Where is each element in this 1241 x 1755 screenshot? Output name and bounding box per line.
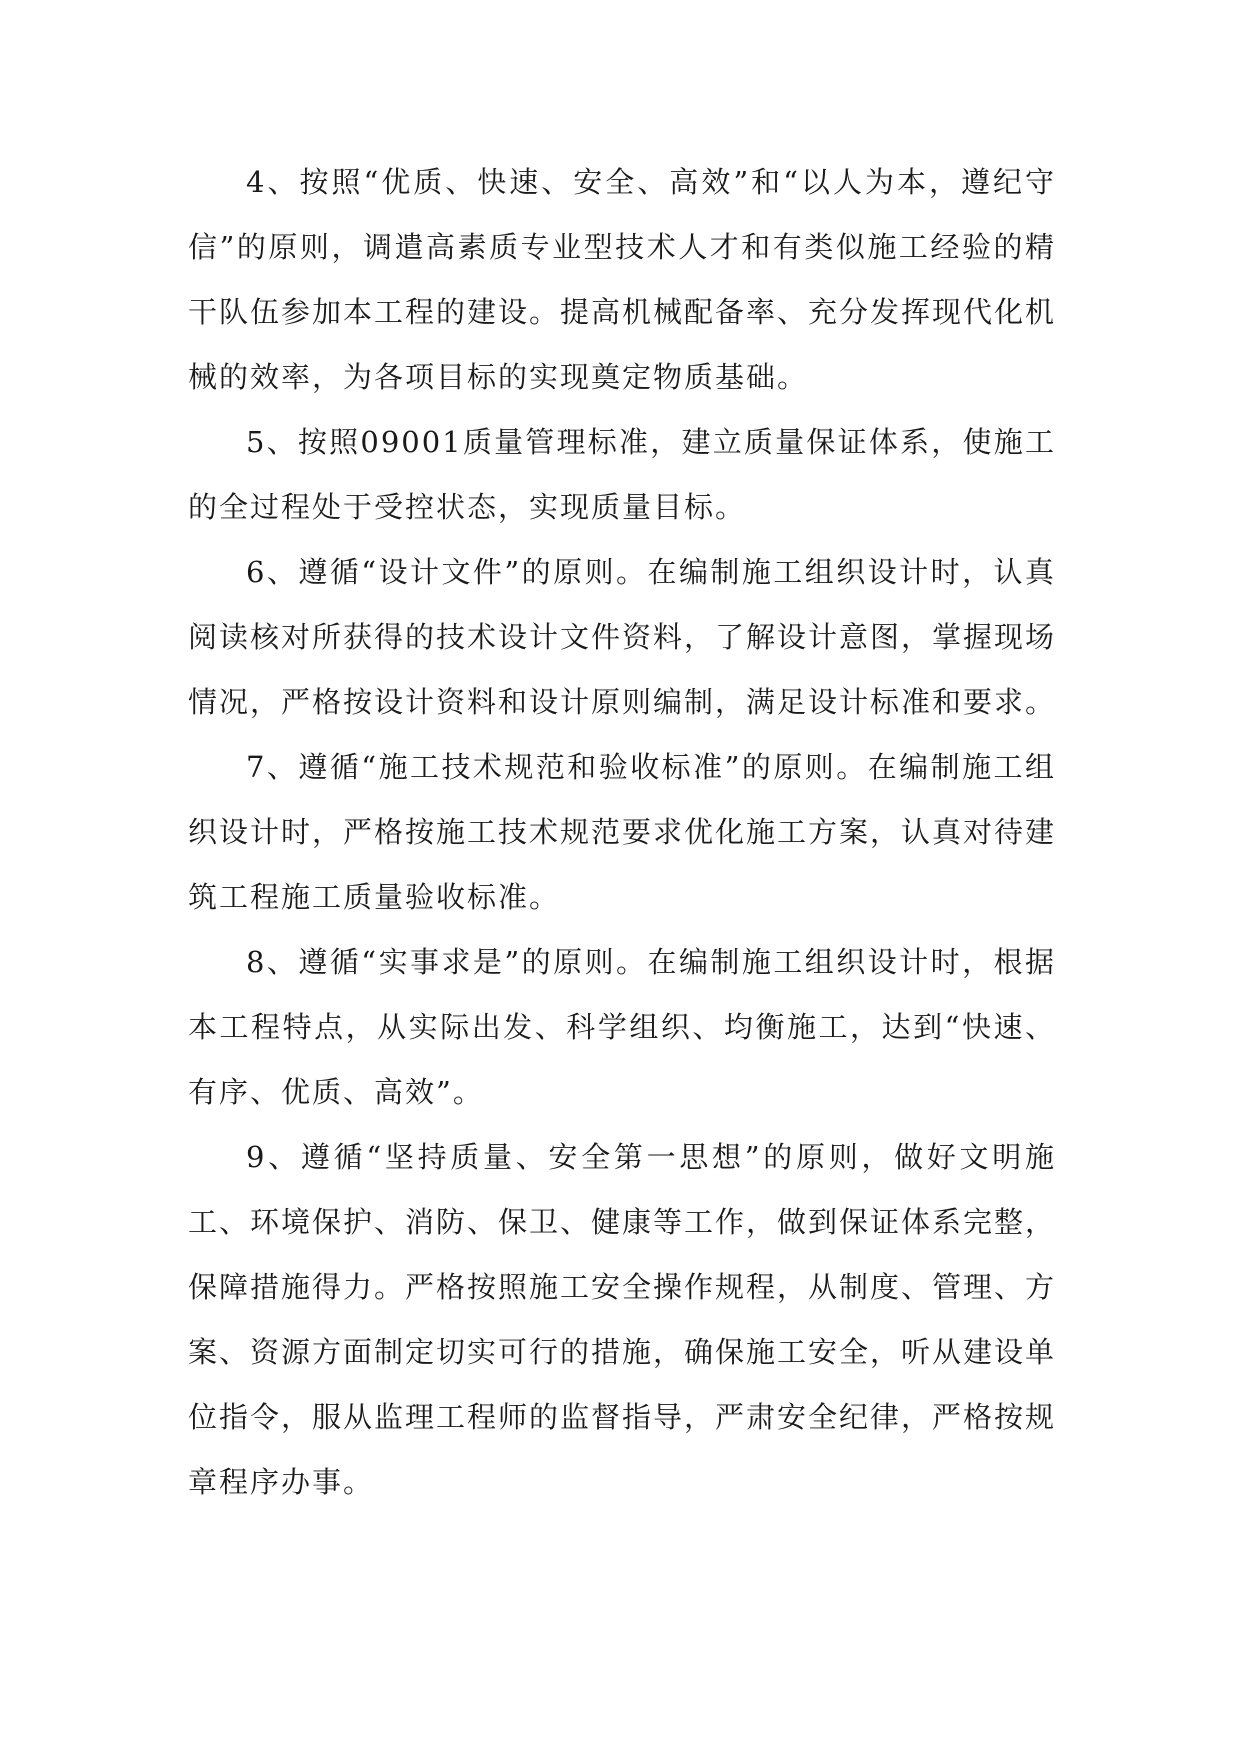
paragraph-item-4: 4、按照“优质、快速、安全、高效”和“以人为本，遵纪守信”的原则，调遣高素质专业型技术人才和有类似施工经验的精干队伍参加本工程的建设。提高机械配备率、充分发挥现代化机械的效率，为各项目标的实现奠定物质基础。 bbox=[188, 165, 1057, 394]
document-body bbox=[188, 150, 1056, 1515]
paragraph-item-7: 7、遵循“施工技术规范和验收标准”的原则。在编制施工组织设计时，严格按施工技术规范要求优化施工方案，认真对待建筑工程施工质量验收标准。 bbox=[188, 750, 1057, 914]
paragraph-item-5: 5、按照09001质量管理标准，建立质量保证体系，使施工的全过程处于受控状态，实现质量目标。 bbox=[188, 425, 1056, 524]
paragraph-item-9: 9、遵循“坚持质量、安全第一思想”的原则，做好文明施工、环境保护、消防、保卫、健康等工作，做到保证体系完整，保障措施得力。严格按照施工安全操作规程，从制度、管理、方案、资源方面制定切实可行的措施，确保施工安全，听从建设单位指令，服从监理工程师的监督指导，严肃安全纪律，严格按规章程序办事。 bbox=[188, 1140, 1057, 1499]
paragraph-item-8: 8、遵循“实事求是”的原则。在编制施工组织设计时，根据本工程特点，从实际出发、科学组织、均衡施工，达到“快速、有序、优质、高效”。 bbox=[188, 945, 1056, 1109]
paragraph-item-6: 6、遵循“设计文件”的原则。在编制施工组织设计时，认真阅读核对所获得的技术设计文件资料，了解设计意图，掌握现场情况，严格按设计资料和设计原则编制，满足设计标准和要求。 bbox=[188, 555, 1057, 719]
